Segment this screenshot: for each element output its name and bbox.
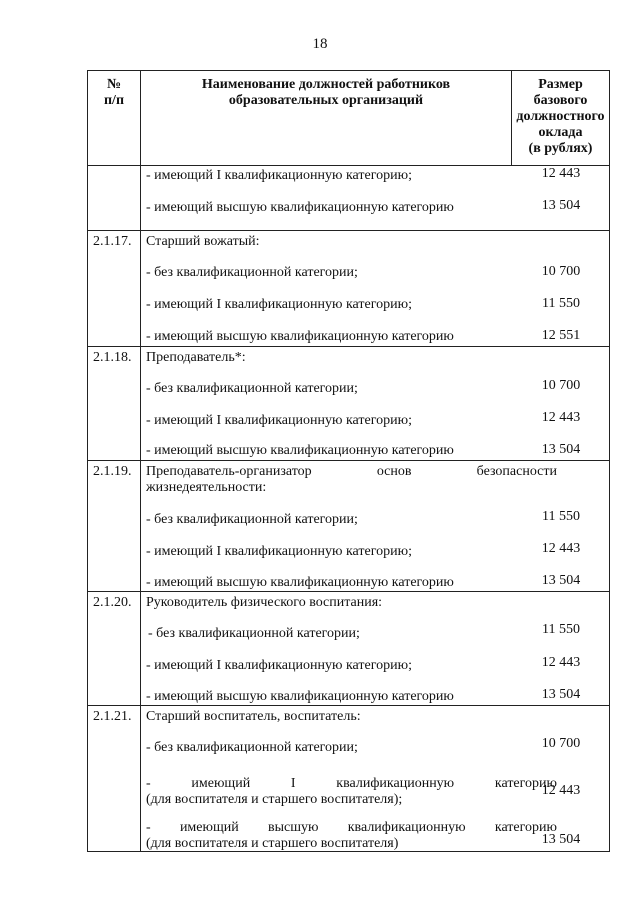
salary-value: 13 504 [541,198,581,213]
position-title: Преподаватель*: [146,350,246,365]
salary-value: 12 443 [541,410,581,425]
table-row [88,706,610,852]
category-label: (для воспитателя и старшего воспитателя) [146,836,399,851]
row-number: 2.1.19. [88,461,141,592]
row-number [88,166,141,231]
category-label: - без квалификационной категории; [148,626,360,641]
category-label: - имеющий высшую квалификационную категорию [146,820,557,835]
position-title: Старший воспитатель, воспитатель: [146,709,361,724]
category-label: - имеющий I квалификационную категорию; [146,168,412,183]
category-label: - имеющий I квалификационную категорию; [146,658,412,673]
row-number: 2.1.20. [88,592,141,706]
position-title: Преподаватель-организатор основ безопасности [146,464,557,479]
category-label: - имеющий I квалификационную категорию [146,776,557,791]
table-row [88,461,610,592]
category-label: - имеющий I квалификационную категорию; [146,297,412,312]
salary-value: 11 550 [542,622,580,637]
salary-value: 12 443 [541,783,581,798]
position-title: Руководитель физического воспитания: [146,595,383,610]
category-label: - имеющий I квалификационную категорию; [146,544,412,559]
header-number: № п/п [88,71,141,166]
category-label: - без квалификационной категории; [146,265,358,280]
salary-value: 12 443 [541,655,581,670]
salary-value: 12 443 [541,166,581,181]
category-label: - имеющий высшую квалификационную категорию [146,329,454,344]
category-label: - имеющий высшую квалификационную категорию [146,575,454,590]
page-number: 18 [312,36,328,52]
row-number: 2.1.21. [88,706,141,852]
salary-value: 11 550 [542,509,580,524]
salary-table [87,70,610,852]
salary-value: 11 550 [542,296,580,311]
salary-value: 13 504 [541,442,581,457]
header-salary: Размер базового должностного оклада (в рублях) [512,71,610,166]
row-number: 2.1.18. [88,347,141,461]
category-label: - без квалификационной категории; [146,381,358,396]
header-position-name: Наименование должностей работников образовательных организаций [141,71,512,166]
salary-value: 13 504 [541,832,581,847]
position-title: Старший вожатый: [146,234,260,249]
category-label: (для воспитателя и старшего воспитателя); [146,792,403,807]
category-label: - имеющий I квалификационную категорию; [146,413,412,428]
salary-value: 12 551 [541,328,581,343]
position-title: жизнедеятельности: [146,480,267,495]
category-label: - имеющий высшую квалификационную категорию [146,689,454,704]
salary-value: 13 504 [541,687,581,702]
salary-value: 10 700 [541,378,581,393]
category-label: - имеющий высшую квалификационную категорию [146,200,454,215]
salary-value: 10 700 [541,736,581,751]
salary-value: 10 700 [541,264,581,279]
category-label: - без квалификационной категории; [146,512,358,527]
category-label: - имеющий высшую квалификационную категорию [146,443,454,458]
row-number: 2.1.17. [88,231,141,347]
table-header-row [88,71,610,166]
salary-value: 12 443 [541,541,581,556]
category-label: - без квалификационной категории; [146,740,358,755]
salary-value: 13 504 [541,573,581,588]
